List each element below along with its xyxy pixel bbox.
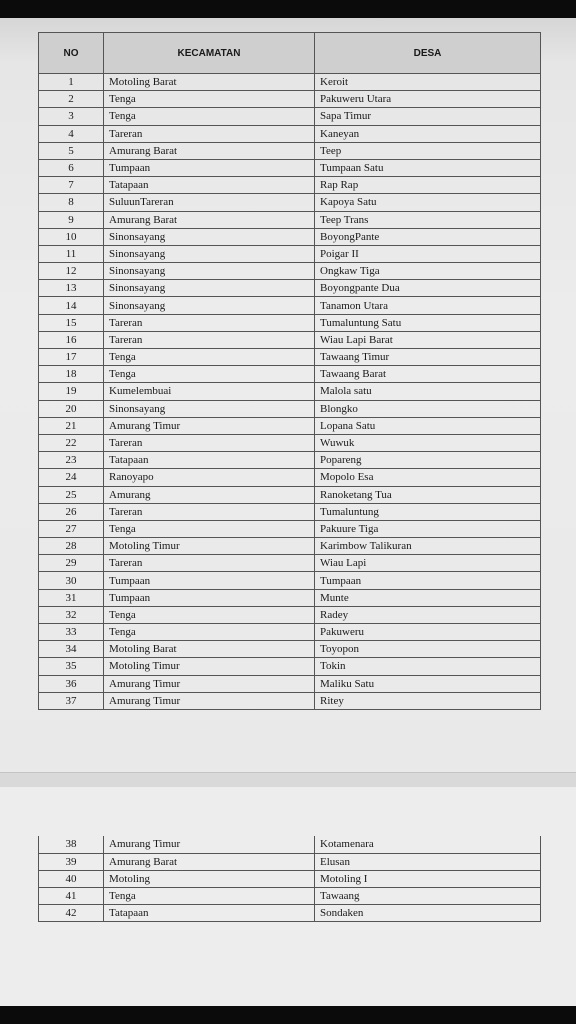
table-row	[39, 675, 541, 692]
row-desa: Wuwuk	[315, 434, 541, 451]
row-number: 14	[39, 297, 104, 314]
row-kecamatan: Motoling	[104, 870, 315, 887]
table-row	[39, 383, 541, 400]
table-row	[39, 108, 541, 125]
row-desa: Maliku Satu	[315, 675, 541, 692]
row-number: 39	[39, 853, 104, 870]
table-row	[39, 91, 541, 108]
table-row	[39, 331, 541, 348]
row-desa: BoyongPante	[315, 228, 541, 245]
row-desa: Teep Trans	[315, 211, 541, 228]
row-number: 33	[39, 624, 104, 641]
row-number: 4	[39, 125, 104, 142]
top-black-bar	[0, 0, 576, 18]
row-number: 21	[39, 417, 104, 434]
row-number: 42	[39, 905, 104, 922]
row-desa: Kapoya Satu	[315, 194, 541, 211]
table-row	[39, 853, 541, 870]
table-row	[39, 836, 541, 853]
row-desa: Wiau Lapi Barat	[315, 331, 541, 348]
row-number: 9	[39, 211, 104, 228]
bottom-black-bar	[0, 1006, 576, 1024]
row-number: 18	[39, 366, 104, 383]
row-number: 35	[39, 658, 104, 675]
row-desa: Tumpaan Satu	[315, 159, 541, 176]
row-desa: Elusan	[315, 853, 541, 870]
row-kecamatan: Tenga	[104, 91, 315, 108]
row-desa: Mopolo Esa	[315, 469, 541, 486]
row-desa: Tumaluntung	[315, 503, 541, 520]
table-row	[39, 905, 541, 922]
table-row	[39, 503, 541, 520]
row-number: 15	[39, 314, 104, 331]
table-row	[39, 349, 541, 366]
row-kecamatan: Amurang Barat	[104, 211, 315, 228]
row-desa: Lopana Satu	[315, 417, 541, 434]
row-desa: Motoling I	[315, 870, 541, 887]
row-kecamatan: Tenga	[104, 108, 315, 125]
table-row	[39, 434, 541, 451]
row-kecamatan: Tumpaan	[104, 589, 315, 606]
row-kecamatan: Tareran	[104, 314, 315, 331]
row-kecamatan: Tareran	[104, 125, 315, 142]
row-number: 7	[39, 177, 104, 194]
row-desa: Keroit	[315, 74, 541, 91]
row-kecamatan: Sinonsayang	[104, 280, 315, 297]
row-kecamatan: Sinonsayang	[104, 245, 315, 262]
table-row	[39, 692, 541, 709]
row-desa: Pakuweru Utara	[315, 91, 541, 108]
table-body-continued	[39, 836, 541, 922]
row-kecamatan: Sinonsayang	[104, 263, 315, 280]
row-kecamatan: Tareran	[104, 331, 315, 348]
row-number: 37	[39, 692, 104, 709]
table-row	[39, 177, 541, 194]
row-number: 25	[39, 486, 104, 503]
table-row	[39, 606, 541, 623]
row-number: 12	[39, 263, 104, 280]
table-row	[39, 572, 541, 589]
row-number: 30	[39, 572, 104, 589]
row-number: 3	[39, 108, 104, 125]
row-number: 5	[39, 142, 104, 159]
row-kecamatan: Tatapaan	[104, 177, 315, 194]
table-row	[39, 870, 541, 887]
row-number: 8	[39, 194, 104, 211]
table-header-row	[39, 33, 541, 74]
row-number: 10	[39, 228, 104, 245]
row-kecamatan: Tareran	[104, 555, 315, 572]
row-kecamatan: Tenga	[104, 349, 315, 366]
row-kecamatan: Motoling Barat	[104, 641, 315, 658]
row-desa: Kotamenara	[315, 836, 541, 853]
row-number: 24	[39, 469, 104, 486]
table-row	[39, 211, 541, 228]
table-row	[39, 658, 541, 675]
row-desa: Toyopon	[315, 641, 541, 658]
village-table	[38, 32, 541, 710]
row-number: 17	[39, 349, 104, 366]
row-number: 38	[39, 836, 104, 853]
table-row	[39, 159, 541, 176]
row-kecamatan: Kumelembuai	[104, 383, 315, 400]
table-row	[39, 624, 541, 641]
row-desa: Sapa Timur	[315, 108, 541, 125]
table-row	[39, 194, 541, 211]
row-kecamatan: Tatapaan	[104, 452, 315, 469]
row-number: 20	[39, 400, 104, 417]
row-desa: Sondaken	[315, 905, 541, 922]
row-number: 6	[39, 159, 104, 176]
row-kecamatan: Amurang	[104, 486, 315, 503]
row-desa: Pakuweru	[315, 624, 541, 641]
row-desa: Munte	[315, 589, 541, 606]
row-desa: Tanamon Utara	[315, 297, 541, 314]
row-kecamatan: Motoling Barat	[104, 74, 315, 91]
row-number: 36	[39, 675, 104, 692]
row-kecamatan: Tenga	[104, 520, 315, 537]
row-kecamatan: Amurang Timur	[104, 836, 315, 853]
row-desa: Tawaang	[315, 888, 541, 905]
table-row	[39, 228, 541, 245]
row-desa: Ritey	[315, 692, 541, 709]
row-desa: Tumaluntung Satu	[315, 314, 541, 331]
row-kecamatan: Amurang Timur	[104, 692, 315, 709]
table-row	[39, 263, 541, 280]
row-desa: Poigar II	[315, 245, 541, 262]
row-number: 31	[39, 589, 104, 606]
row-desa: Blongko	[315, 400, 541, 417]
row-number: 40	[39, 870, 104, 887]
row-desa: Radey	[315, 606, 541, 623]
row-desa: Popareng	[315, 452, 541, 469]
row-kecamatan: Amurang Barat	[104, 853, 315, 870]
row-number: 34	[39, 641, 104, 658]
table-row	[39, 400, 541, 417]
page-break	[0, 772, 576, 788]
table-row	[39, 314, 541, 331]
row-kecamatan: Ranoyapo	[104, 469, 315, 486]
row-kecamatan: Amurang Barat	[104, 142, 315, 159]
header-no: NO	[39, 33, 104, 74]
row-number: 41	[39, 888, 104, 905]
row-desa: Tawaang Timur	[315, 349, 541, 366]
table-row	[39, 280, 541, 297]
row-desa: Rap Rap	[315, 177, 541, 194]
row-number: 27	[39, 520, 104, 537]
table-row	[39, 486, 541, 503]
row-kecamatan: SuluunTareran	[104, 194, 315, 211]
table-row	[39, 589, 541, 606]
row-desa: Tumpaan	[315, 572, 541, 589]
header-desa: DESA	[315, 33, 541, 74]
row-number: 22	[39, 434, 104, 451]
row-desa: Tawaang Barat	[315, 366, 541, 383]
row-number: 26	[39, 503, 104, 520]
table-row	[39, 555, 541, 572]
row-kecamatan: Amurang Timur	[104, 675, 315, 692]
row-kecamatan: Sinonsayang	[104, 400, 315, 417]
row-number: 29	[39, 555, 104, 572]
table-row	[39, 888, 541, 905]
row-desa: Ranoketang Tua	[315, 486, 541, 503]
table-row	[39, 74, 541, 91]
row-kecamatan: Tatapaan	[104, 905, 315, 922]
table-row	[39, 417, 541, 434]
row-kecamatan: Sinonsayang	[104, 228, 315, 245]
row-desa: Ongkaw Tiga	[315, 263, 541, 280]
row-kecamatan: Tareran	[104, 434, 315, 451]
table-row	[39, 641, 541, 658]
row-number: 28	[39, 538, 104, 555]
row-desa: Boyongpante Dua	[315, 280, 541, 297]
row-number: 23	[39, 452, 104, 469]
table-row	[39, 297, 541, 314]
row-desa: Wiau Lapi	[315, 555, 541, 572]
row-number: 19	[39, 383, 104, 400]
table-row	[39, 452, 541, 469]
row-kecamatan: Tenga	[104, 606, 315, 623]
table-body	[39, 74, 541, 710]
table-row	[39, 538, 541, 555]
table-row	[39, 142, 541, 159]
row-number: 32	[39, 606, 104, 623]
row-kecamatan: Sinonsayang	[104, 297, 315, 314]
row-desa: Kaneyan	[315, 125, 541, 142]
row-kecamatan: Tareran	[104, 503, 315, 520]
row-kecamatan: Tumpaan	[104, 159, 315, 176]
village-table-continued	[38, 836, 541, 922]
row-kecamatan: Tumpaan	[104, 572, 315, 589]
row-kecamatan: Tenga	[104, 888, 315, 905]
row-number: 2	[39, 91, 104, 108]
row-number: 13	[39, 280, 104, 297]
row-desa: Karimbow Talikuran	[315, 538, 541, 555]
row-kecamatan: Motoling Timur	[104, 538, 315, 555]
table-row	[39, 125, 541, 142]
row-kecamatan: Amurang Timur	[104, 417, 315, 434]
row-number: 16	[39, 331, 104, 348]
header-kecamatan: KECAMATAN	[104, 33, 315, 74]
row-kecamatan: Tenga	[104, 624, 315, 641]
table-row	[39, 469, 541, 486]
table-row	[39, 366, 541, 383]
row-number: 1	[39, 74, 104, 91]
table-row	[39, 520, 541, 537]
row-kecamatan: Tenga	[104, 366, 315, 383]
row-desa: Pakuure Tiga	[315, 520, 541, 537]
table-row	[39, 245, 541, 262]
row-desa: Malola satu	[315, 383, 541, 400]
row-kecamatan: Motoling Timur	[104, 658, 315, 675]
row-desa: Teep	[315, 142, 541, 159]
row-number: 11	[39, 245, 104, 262]
row-desa: Tokin	[315, 658, 541, 675]
